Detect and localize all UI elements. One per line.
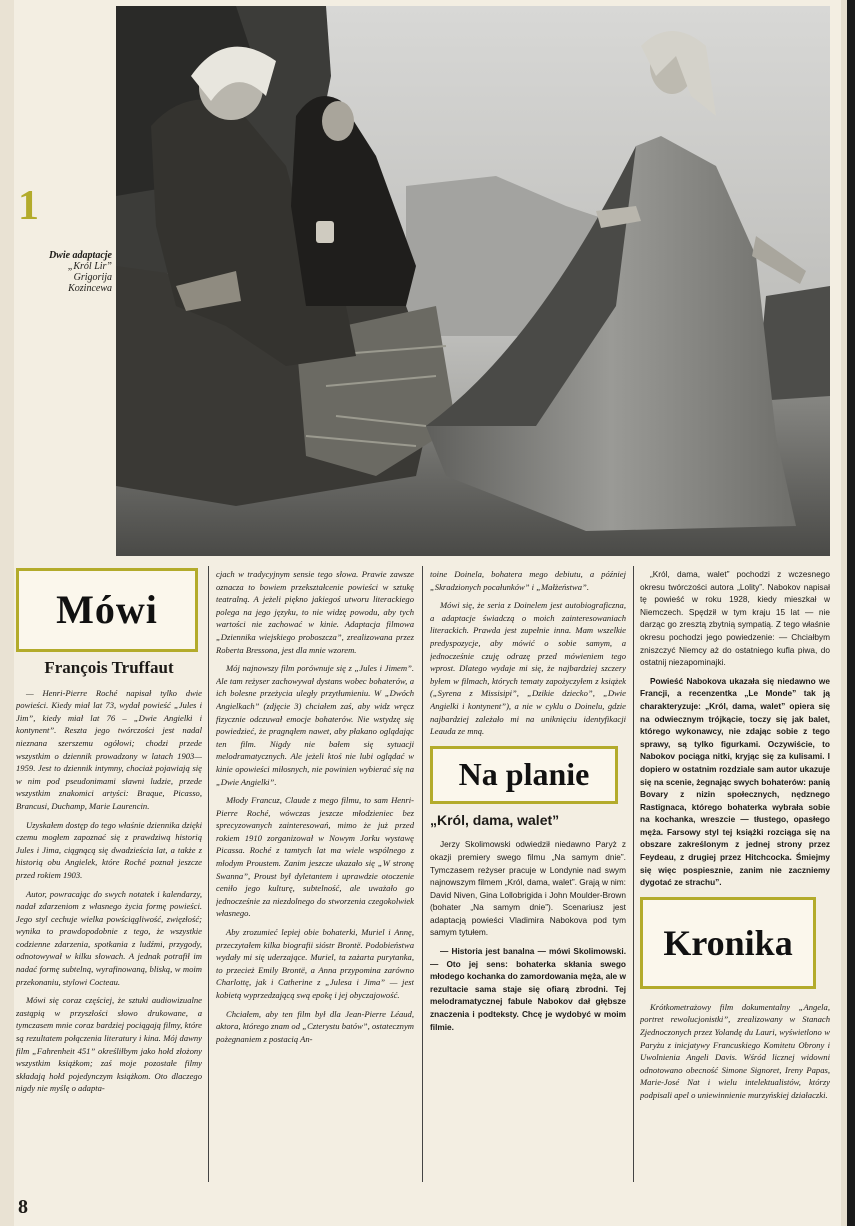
section-header-kronika: Kronika — [640, 897, 816, 989]
caption-title: Dwie adaptacje — [48, 250, 112, 261]
paragraph: Chciałem, aby ten film był dla Jean-Pierre Léaud, aktora, którego znam od „Czterystu batów”, ostatecznym pożegnaniem z postacią An- — [216, 1008, 414, 1044]
paragraph: Młody Francuz, Claude z mego filmu, to sam Henri-Pierre Roché, wówczas jeszcze młodzieniec bez sprecyzowanych zainteresowań, mimo że już przed rokiem 1910 zorganizował w Nowym Jorku wystawę Picassa. Roché z tamtych lat ma wiele wspólnego z młodym Proustem. Zanim jeszcze ukazało się „W stronę Swanna”, Proust był dyletantem i uprawdzie otoczenie ceniło jego kulturę, subtelność, ale uważało go jednocześnie za niezdolnego do stworzenia czegokolwiek własnego. — [216, 795, 414, 919]
page-number: 8 — [18, 1196, 28, 1218]
paragraph: cjach w tradycyjnym sensie tego słowa. Prawie zawsze oznacza to bowiem przekształcenie powieści w sztukę teatralną. A jeżeli piękno jakiegoś utworu literackiego polega na jego języku, to nie widzę powodu, aby tych wartości nie zachować w kinie. Adaptacja filmowa „Dziennika wiejskiego proboszcza”, zrealizowana przez Roberta Bressona, jest dla mnie wzorem. — [216, 569, 414, 655]
nabokov-article — [640, 568, 830, 889]
paragraph: Uzyskałem dostęp do tego właśnie dziennika dzięki czemu mogłem zapoznać się z prawdziwą historią Jules i Jima, ciągnącą się dwadzieścia lat, a także z historią obu Angielek, które Roché poznał jeszcze przed rokiem 1903. — [16, 819, 202, 880]
paragraph: Jerzy Skolimowski odwiedził niedawno Paryż z okazji premiery swego filmu „Na samym dnie”. Tymczasem reżyser pracuje w Londynie nad swym najnowszym filmem „Król, dama, walet”. Grają w nim: David Niven, Gina Lollobrigida i John Moulder-Brown (bohater „Na samym dnie”). Scenariusz jest adaptacją powieści Vladimira Nabokova pod tym samym tytułem. — [430, 839, 626, 938]
column-rule — [633, 566, 634, 1182]
film-title: „Król, dama, walet” — [430, 811, 560, 828]
figure-caption — [14, 250, 112, 294]
paragraph: Krótkometrażowy film dokumentalny „Angela, portret rewolucjonistki”, zrealizowany w Stanach Zjednoczonych przez Yolandę du Lauri, wyświetlono w Paryżu z inicjatywy Francuskiego Komitetu Obrony i Uwolnienia Angeli Davis. Wśród licznej widowni odnotowano obecność Simone Signoret, Ireny Papas, Marie-José Nat i wielu intelektualistów, którzy podpisali apel o uniewinnienie murzyńskiej działaczki. — [640, 1001, 830, 1100]
paragraph: Mój najnowszy film porównuje się z „Jules i Jimem”. Ale tam reżyser zachowywał dystans wobec bohaterów, a ich bolesne przeżycia uległy przytłumieniu. W „Dwóch Angielkach” (zdjęcie 3) chciałem zaś, aby widz wręcz fizycznie odczuwał emocje bohaterów. Nie wstydzę się powiedzieć, że pragnąłem nawet, aby płakano oglądając ten film. Nigdy nie bałem się sytuacji melodramatycznych. Ale jeżeli ktoś nie lubi oglądać w kinie opowieści miłosnych, nie powinien wybierać się na „Dwie Angielki”. — [216, 663, 414, 787]
page-edge-shadow — [847, 0, 855, 1226]
paragraph: Autor, powracając do swych notatek i kalendarzy, nadał zdarzeniom z własnego życia formę powieści. Jego styl cechuje wielka powściągliwość, zwięzłość; wynika to prawdopodobnie z tego, że wszystkie codzienne zdarzenia, spotkania z ludźmi, przygody, odnotowywał w kilku słowach. A jednak potrafił im nadać formę subtelną, wyrafinowaną, bliską, w moim przekonaniu, stylowi Cocteau. — [16, 888, 202, 987]
caption-line: Grigorija — [73, 272, 112, 283]
film-still-photo — [116, 6, 830, 556]
paragraph: toine Doinela, bohatera mego debiutu, a później „Skradzionych pocałunków” i „Małżeństwa”. — [430, 569, 626, 592]
section-header-mowi: Mówi — [16, 568, 198, 652]
paragraph: Mówi się, że seria z Doinelem jest autobiograficzna, a adaptacje świadczą o moich zainteresowaniach literackich. Prawda jest zupełnie inna. Mam wszelkie predyspozycje, aby mówić o sobie samym, a jednocześnie czuję odrazę przed mówieniem tego wprost. Dlatego wydaje mi się, że najbardziej szczery byłem w filmach, których tematy zapożyczyłem z książek („Syrena z Missisipi”, „Dzikie dziecko”, „Dwie Angielki i kontynent”), a nie w cyklu o Doinelu, gdzie najbardziej zależało mi na uniknięciu identyfikacji Leauda ze mną. — [430, 600, 626, 737]
caption-line: „Król Lir” — [67, 261, 112, 272]
section-header-na-planie: Na planie — [430, 746, 618, 804]
paragraph: Mówi się coraz częściej, że sztuki audiowizualne zastąpią w przyszłości słowo drukowane, a tymczasem mnie coraz bardziej pociągają filmy, które są rezultatem połączenia literatury i kina. Mój dawny film „Fahrenheit 451” określiłbym jako hołd złożony wszystkim książkom; zaś moje pozostałe filmy składają hołd pojedynczym książkom. Oto dlaczego nigdy nie myślę o adapta- — [16, 995, 202, 1094]
article-column-1 — [16, 568, 202, 1188]
article-column-2 — [216, 568, 414, 1188]
caption-line: Kozincewa — [68, 283, 112, 294]
truffaut-continuation — [430, 568, 626, 738]
kronika-article — [640, 1001, 830, 1102]
skolimowski-article — [430, 838, 626, 1033]
article-column-3 — [430, 568, 626, 1188]
paragraph: Aby zrozumieć lepiej obie bohaterki, Muriel i Annę, przeczytałem kilka biografii sióstr Brontë. Podobieństwa wydały mi się uderzające. Muriel, ta zażarta purytanka, to przecież Emily Brontë, a Anna przypomina zarówno Charlottę, jak i Catherine z „Julesa i Jima” — jest kobietą wyprzedzającą swą epokę i jej obyczajowość. — [216, 927, 414, 1000]
column-rule — [422, 566, 423, 1182]
author-name: François Truffaut — [44, 658, 174, 677]
paragraph: — Historia jest banalna — mówi Skolimowski. — Oto jej sens: bohaterka skłania swego młodego kochanka do zamordowania męża, ale w rezultacie sama staje się ofiarą zbrodni. Tej melodramatycznej fabule Nabokov dał głębsze znaczenia i podteksty. Chcę je wydobyć w moim filmie. — [430, 946, 626, 1032]
page-gutter — [0, 0, 14, 1226]
figure-number: 1 — [18, 183, 39, 229]
column-rule — [208, 566, 209, 1182]
paragraph: „Król, dama, walet” pochodzi z wczesnego okresu twórczości autora „Lolity”. Nabokov napisał tę powieść w roku 1928, kiedy mieszkał w Niemczech. Spędził w tym kraju 15 lat — nie darząc go zresztą zbytnią sympatią. Z tego właśnie okresu pochodzi jego powiedzenie: — Chciałbym zniszczyć Niemcy aż do ostatniego kufla piwa, do ostatnij niezapominajki. — [640, 569, 830, 668]
article-column-4 — [640, 568, 830, 1188]
paragraph: — Henri-Pierre Roché napisał tylko dwie powieści. Kiedy miał lat 73, wydał powieść „Jules i Jim”, kiedy miał lat 76 – „Dwie Angielki i kontynent”. Reszta jego twórczości jest nadal nieznana szerszemu ogółowi; chodzi przede wszystkim o dziennik prowadzony w latach 1903—1959. Jest to dziennik intymny, chociaż pojawiają się w nim pod pseudonimami sławni ludzie, przede wszystkim znakomici artyści: Braque, Picasso, Brancusi, Duchamp, Marie Laurencin. — [16, 687, 202, 811]
paragraph: Powieść Nabokova ukazała się niedawno we Francji, a recenzentka „Le Monde” tak ją charakteryzuje: „Król, dama, walet” opiera się na odwiecznym trójkącie, toczy się jak balet, którego wykonawcy, nie zdając sobie z tego sprawy, są tylko figurkami. Oczywiście, to Nabokov pociąga nitki, kryjąc się za kulisami. I dopiero w ostatnim rozdziale sam autor ukazuje się na scenie, żegnając swych bohaterów: panią Bovary z nizin społecznych, nędznego Rastignaca, którego bohaterka wybrała sobie na kochanka, wreszcie — tłustego, opasłego męża. Farsowy styl tej książki rozciąga się na obszare zakreślonym z jednej strony przez Feydeau, z drugiej przez Hitchcocka. Śmiejmy się więc pospiesznie, zanim nie zaczniemy dygotać ze strachu”. — [640, 675, 830, 888]
